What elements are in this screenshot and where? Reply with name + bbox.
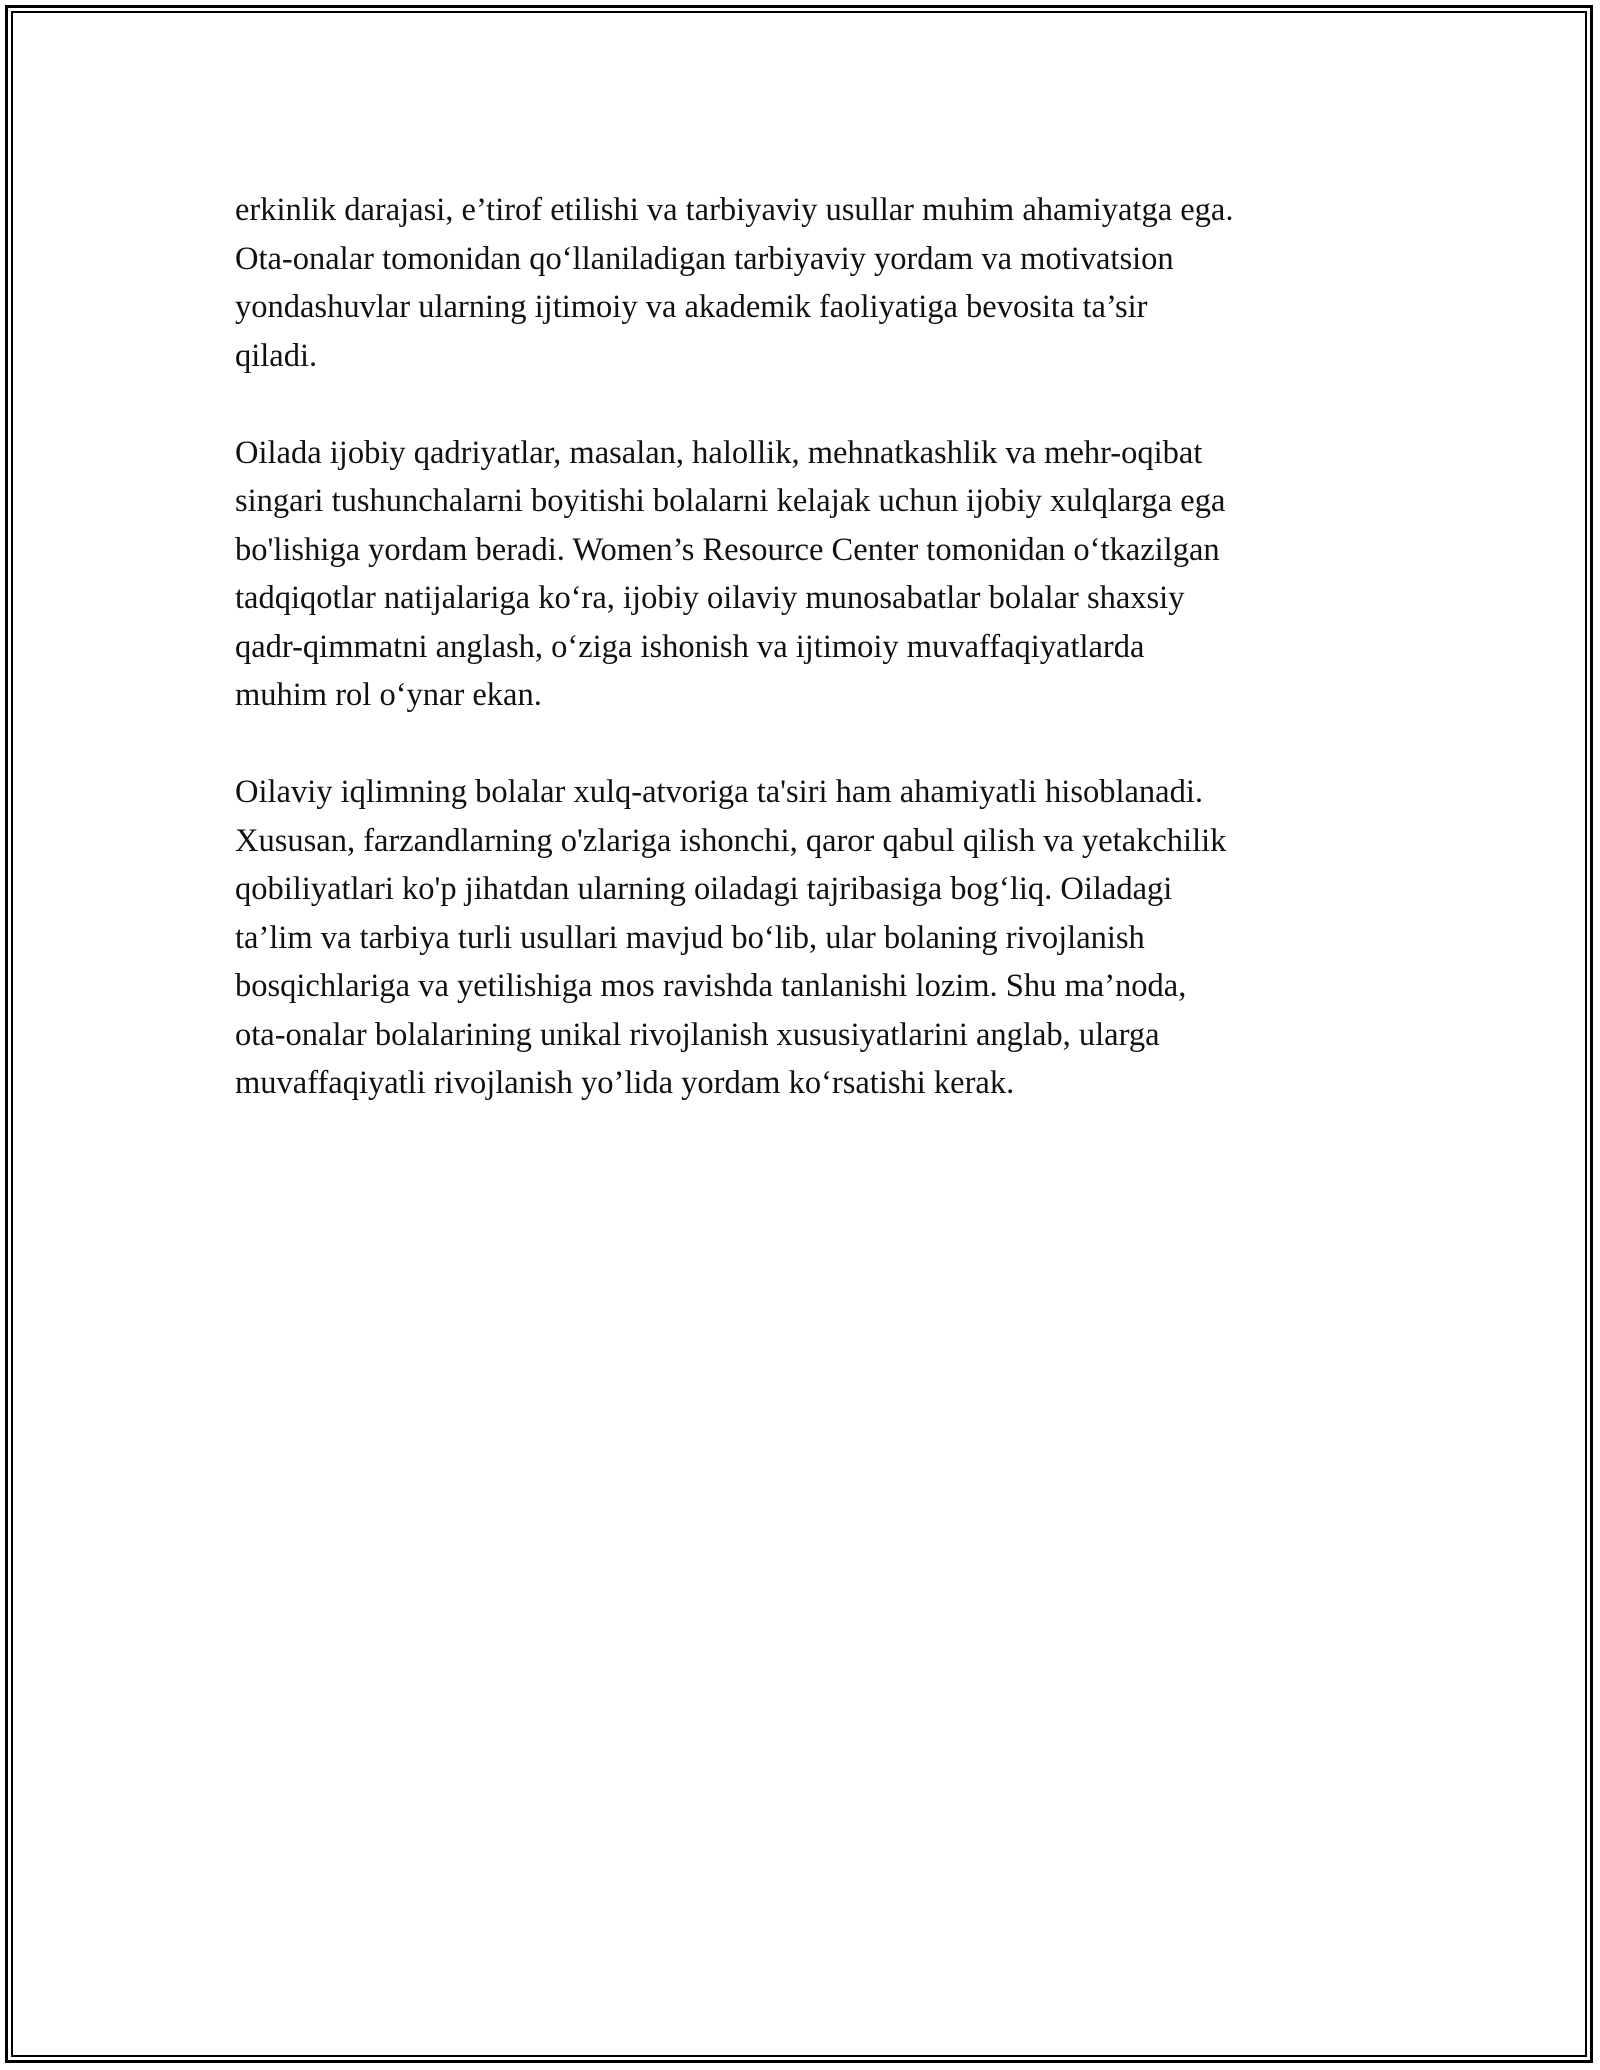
text-line: yondashuvlar ularning ijtimoiy va akademik faoliyatiga bevosita ta’sir — [235, 289, 1148, 325]
text-line: Ota-onalar tomonidan qo‘llaniladigan tarbiyaviy yordam va motivatsion — [235, 240, 1174, 277]
text-line: qadr-qimmatni anglash, o‘ziga ishonish va ijtimoiy muvaffaqiyatlarda — [235, 628, 1145, 665]
text-line: qobiliyatlari ko'p jihatdan ularning oiladagi tajribasiga bog‘liq. Oiladagi — [235, 871, 1173, 907]
text-line: Oilaviy iqlimning bolalar xulq-atvoriga ta'siri ham ahamiyatli hisoblanadi. — [235, 774, 1204, 810]
text-line: muhim rol o‘ynar ekan. — [235, 677, 542, 713]
text-line: muvaffaqiyatli rivojlanish yo’lida yordam ko‘rsatishi kerak. — [235, 1065, 1015, 1101]
text-line: Oilada ijobiy qadriyatlar, masalan, halollik, mehnatkashlik va mehr-oqibat — [235, 434, 1203, 471]
text-line: qiladi. — [235, 337, 318, 374]
paragraph-1 — [235, 186, 1375, 380]
text-line: ta’lim va tarbiya turli usullari mavjud bo‘lib, ular bolaning rivojlanish — [235, 919, 1145, 956]
text-line: bo'lishiga yordam beradi. Women’s Resource Center tomonidan o‘tkazilgan — [235, 531, 1220, 568]
text-line: erkinlik darajasi, e’tirof etilishi va tarbiyaviy usullar muhim ahamiyatga ega. — [235, 192, 1234, 228]
text-line: singari tushunchalarni boyitishi bolalarni kelajak uchun ijobiy xulqlarga ega — [235, 483, 1226, 519]
text-line: tadqiqotlar natijalariga ko‘ra, ijobiy oilaviy munosabatlar bolalar shaxsiy — [235, 580, 1185, 616]
paragraph-3 — [235, 768, 1375, 1108]
paragraph-2 — [235, 429, 1375, 720]
document-body — [235, 186, 1375, 1156]
text-line: bosqichlariga va yetilishiga mos ravishda tanlanishi lozim. Shu ma’noda, — [235, 968, 1187, 1004]
text-line: Xususan, farzandlarning o'zlariga ishonchi, qaror qabul qilish va yetakchilik — [235, 822, 1227, 859]
text-line: ota-onalar bolalarining unikal rivojlanish xususiyatlarini anglab, ularga — [235, 1016, 1160, 1053]
